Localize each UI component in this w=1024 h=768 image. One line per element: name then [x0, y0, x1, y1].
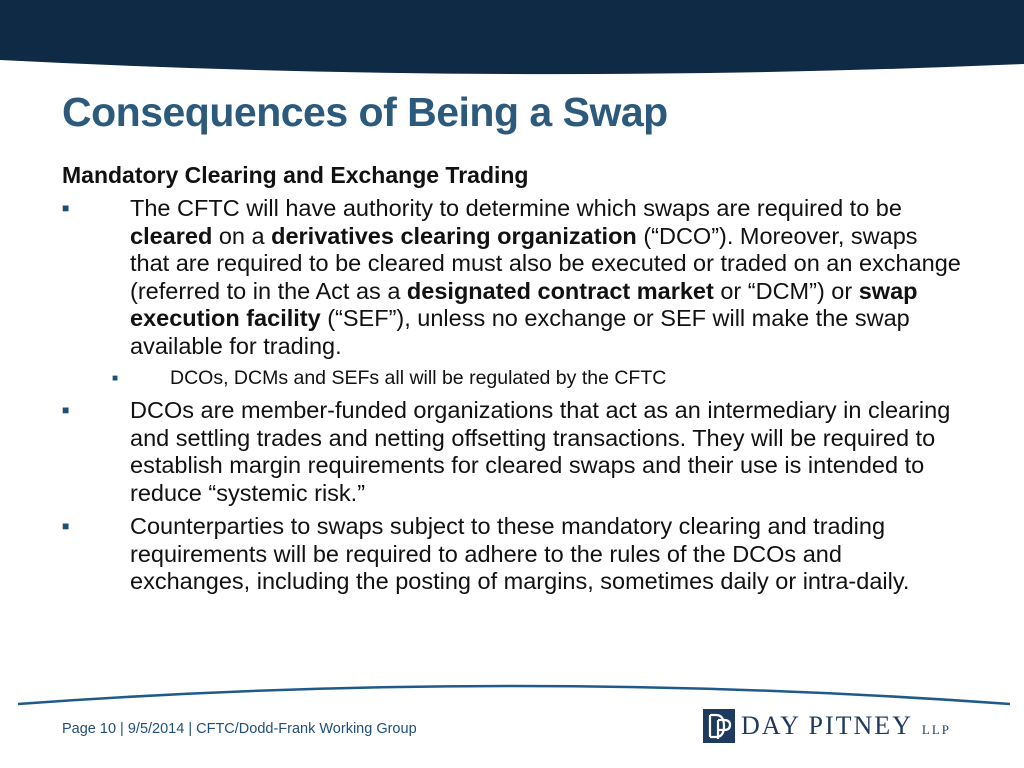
slide-title: Consequences of Being a Swap: [62, 89, 668, 135]
logo-suffix: LLP: [921, 721, 952, 737]
square-bullet-icon: ■: [62, 519, 70, 533]
bullet-item: [62, 195, 962, 360]
square-bullet-icon: ■: [112, 373, 119, 384]
bullet-text: DCOs are member-funded organizations that act as an intermediary in clearing and settling trades and netting offsetting transactions. They will be required to establish margin requirements for cleared swaps and their use is intended to reduce “systemic risk.”: [130, 397, 951, 506]
bullet-text: Counterparties to swaps subject to these mandatory clearing and trading requirements will be required to adhere to the rules of the DCOs and exchanges, including the posting of margins, sometimes daily or intra-daily.: [130, 513, 910, 594]
slide-subtitle: Mandatory Clearing and Exchange Trading: [62, 162, 529, 188]
sub-bullet-text: DCOs, DCMs and SEFs all will be regulated by the CFTC: [170, 367, 667, 389]
footer-divider: [0, 670, 1024, 710]
square-bullet-icon: ■: [62, 201, 70, 215]
bullet-item: [62, 397, 962, 507]
square-bullet-icon: ■: [62, 403, 70, 417]
term-sef: swap execution facility: [130, 277, 918, 331]
header-band: [0, 0, 1024, 80]
logo-name: DAY PITNEY: [741, 711, 913, 740]
bullet-list: [62, 195, 962, 597]
term-dcm: designated contract market: [406, 277, 714, 304]
term-cleared: cleared: [130, 222, 213, 249]
footer-text: Page 10 | 9/5/2014 | CFTC/Dodd-Frank Working Group: [62, 721, 417, 737]
company-logo: [703, 706, 1003, 746]
sub-bullet-item: [112, 366, 962, 391]
day-pitney-monogram-icon: [703, 709, 735, 743]
bullet-text: The CFTC will have authority to determine which swaps are required to be cleared on a derivatives clearing organization (“DCO”). Moreover, swaps that are required to be cleared must also be executed or traded on an exchange (referred to in the Act as a designated contract market or “DCM”) or swap execution facility (“SEF”), unless no exchange or SEF will make the swap available for trading.: [130, 195, 961, 359]
bullet-item: [62, 513, 962, 596]
term-dco: derivatives clearing organization: [271, 222, 637, 249]
